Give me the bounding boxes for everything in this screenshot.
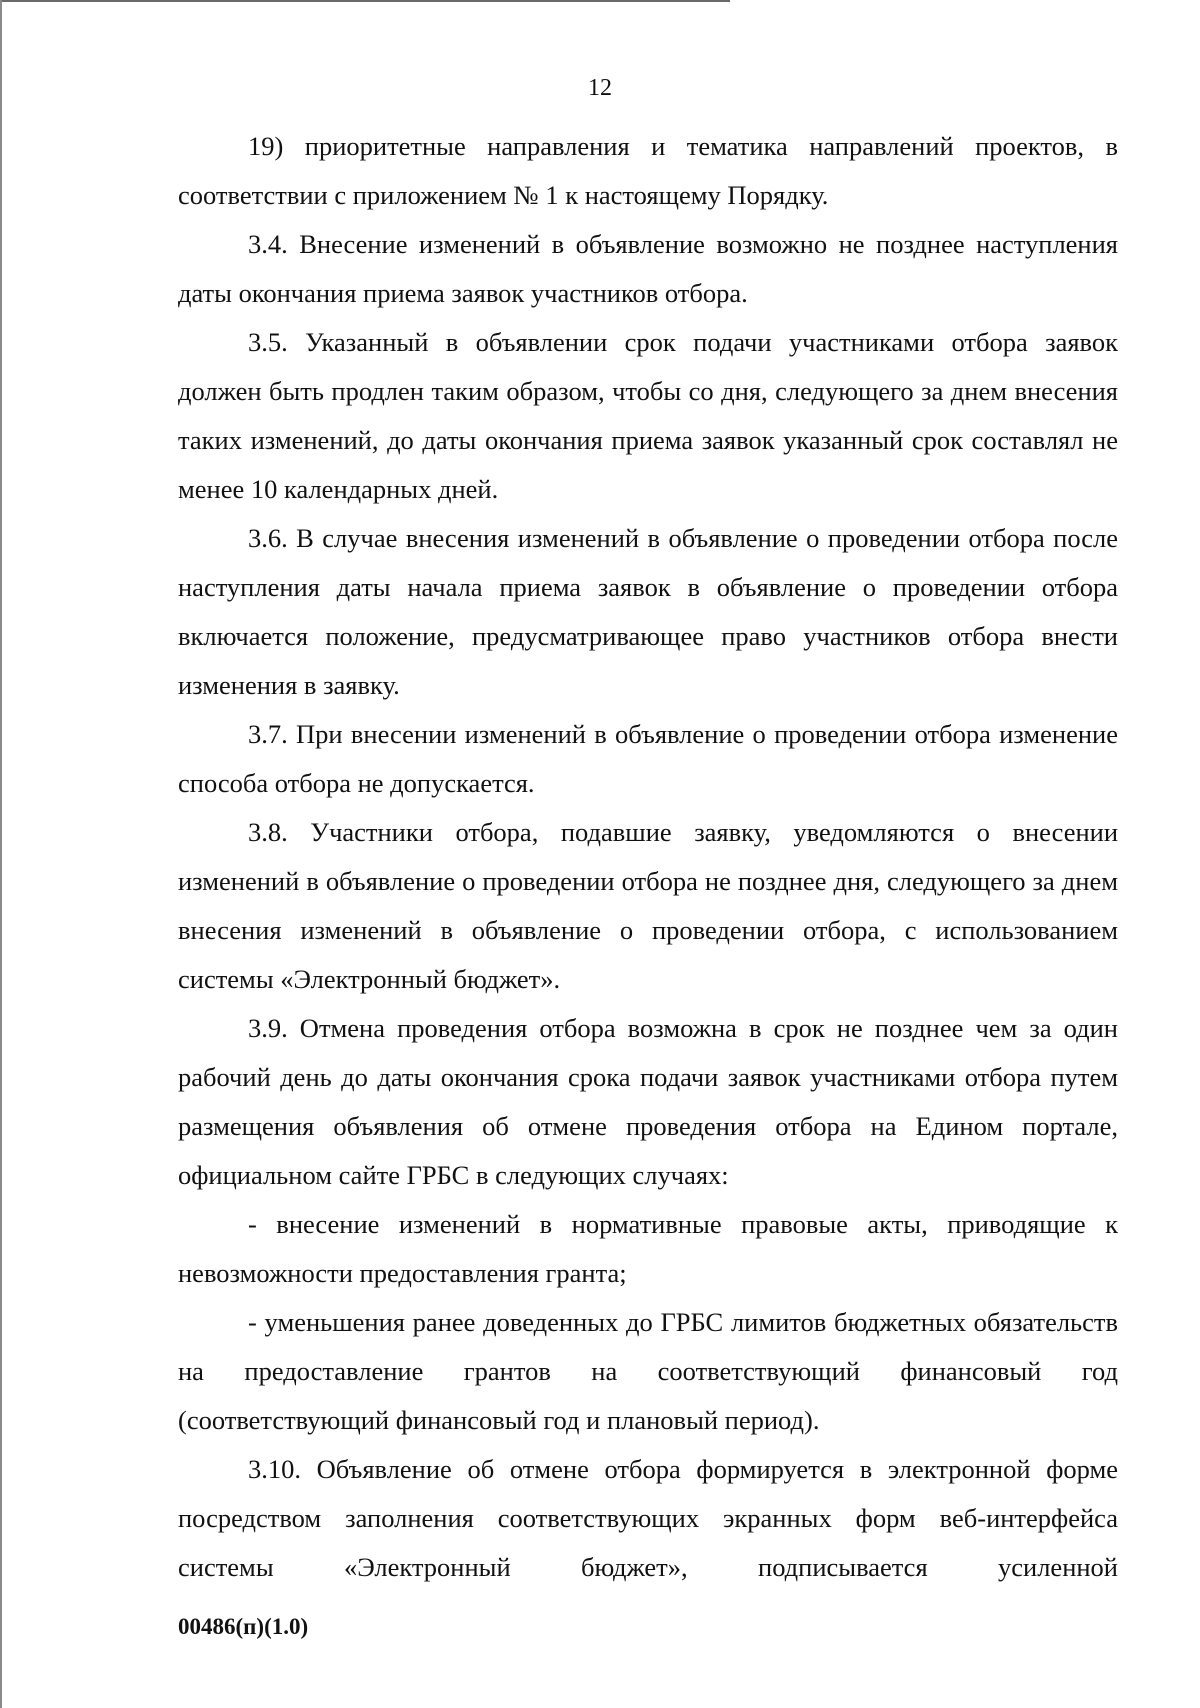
document-body <box>178 122 1118 1592</box>
list-item-limit-reduction: - уменьшения ранее доведенных до ГРБС лимитов бюджетных обязательств на предоставление грантов на соответствующий финансовый год (соответствующий финансовый год и плановый период). <box>178 1307 1118 1435</box>
page-number: 12 <box>588 75 612 101</box>
paragraph-3-8: 3.8. Участники отбора, подавшие заявку, уведомляются о внесении изменений в объявление о проведении отбора не позднее дня, следующего за днем внесения изменений в объявление о проведении отбора, с использованием системы «Электронный бюджет». <box>178 817 1118 994</box>
paragraph-3-6: 3.6. В случае внесения изменений в объявление о проведении отбора после наступления даты начала приема заявок в объявление о проведении отбора включается положение, предусматривающее право участников отбора внести изменения в заявку. <box>178 523 1118 700</box>
scan-edge-top <box>0 0 730 2</box>
scan-edge-left <box>0 0 2 1708</box>
list-item-regulatory-changes: - внесение изменений в нормативные правовые акты, приводящие к невозможности предоставления гранта; <box>178 1209 1118 1288</box>
paragraph-3-4: 3.4. Внесение изменений в объявление возможно не позднее наступления даты окончания приема заявок участников отбора. <box>178 229 1118 308</box>
paragraph-3-10: 3.10. Объявление об отмене отбора формируется в электронной форме посредством заполнения соответствующих экранных форм веб-интерфейса системы «Электронный бюджет», подписывается усиленной <box>178 1454 1118 1582</box>
paragraph-3-7: 3.7. При внесении изменений в объявление о проведении отбора изменение способа отбора не допускается. <box>178 719 1118 798</box>
paragraph-3-9: 3.9. Отмена проведения отбора возможна в срок не позднее чем за один рабочий день до даты окончания срока подачи заявок участниками отбора путем размещения объявления об отмене проведения отбора на Едином портале, официальном сайте ГРБС в следующих случаях: <box>178 1013 1118 1190</box>
paragraph-3-5: 3.5. Указанный в объявлении срок подачи участниками отбора заявок должен быть продлен таким образом, чтобы со дня, следующего за днем внесения таких изменений, до даты окончания приема заявок указанный срок составлял не менее 10 календарных дней. <box>178 327 1118 504</box>
document-code: 00486(п)(1.0) <box>178 1614 309 1639</box>
paragraph-19: 19) приоритетные направления и тематика направлений проектов, в соответствии с приложением № 1 к настоящему Порядку. <box>178 131 1118 210</box>
